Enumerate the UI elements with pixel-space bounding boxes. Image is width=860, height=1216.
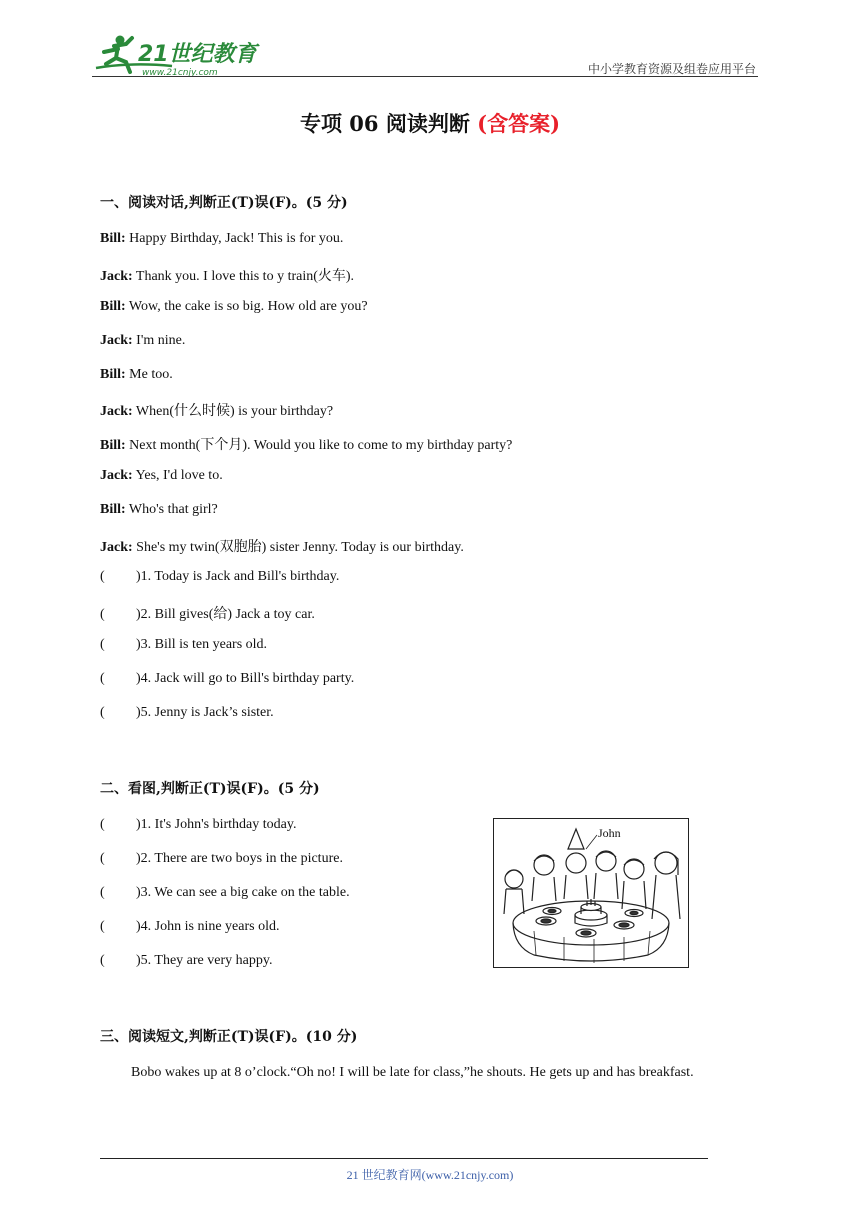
question-item: ( )3. We can see a big cake on the table. bbox=[100, 885, 350, 900]
question-item: ( )4. John is nine years old. bbox=[100, 919, 280, 934]
question-item: ( )2. Bill gives(给) Jack a toy car. bbox=[100, 607, 315, 622]
footer-divider bbox=[100, 1158, 708, 1159]
section2-heading: 二、看图,判断正(T)误(F)。(5 分) bbox=[100, 781, 320, 797]
question-item: ( )3. Bill is ten years old. bbox=[100, 637, 268, 652]
dialogue-line: Bill: Who's that girl? bbox=[100, 502, 218, 517]
dialogue-line: Bill: Next month(下个月). Would you like to come to my birthday party? bbox=[100, 438, 513, 453]
dialogue-line: Bill: Wow, the cake is so big. How old are you? bbox=[100, 299, 368, 314]
question-item: ( )5. They are very happy. bbox=[100, 953, 273, 968]
svg-text:21世纪教育: 21世纪教育 bbox=[138, 42, 257, 67]
dialogue-line: Jack: Thank you. I love this to y train(火车). bbox=[100, 269, 355, 284]
question-item: ( )5. Jenny is Jack’s sister. bbox=[100, 705, 274, 720]
dialogue-line: Bill: Me too. bbox=[100, 367, 173, 382]
page-title bbox=[0, 108, 860, 138]
dialogue-line: Bill: Happy Birthday, Jack! This is for you. bbox=[100, 231, 344, 246]
picture-label-john: John bbox=[598, 826, 621, 840]
title-answer-note: (含答案) bbox=[477, 111, 561, 136]
birthday-party-picture bbox=[493, 818, 689, 968]
header-platform-text: 中小学教育资源及组卷应用平台 bbox=[587, 62, 756, 76]
question-item: ( )2. There are two boys in the picture. bbox=[100, 851, 343, 866]
site-logo bbox=[92, 34, 262, 80]
reading-paragraph: Bobo wakes up at 8 o’clock.“Oh no! I will be late for class,”he shouts. He gets up and has breakfast. bbox=[131, 1065, 694, 1080]
section3-heading: 三、阅读短文,判断正(T)误(F)。(10 分) bbox=[100, 1029, 358, 1045]
dialogue-line: Jack: Yes, I'd love to. bbox=[100, 468, 223, 483]
question-item: ( )1. Today is Jack and Bill's birthday. bbox=[100, 569, 340, 584]
question-item: ( )1. It's John's birthday today. bbox=[100, 817, 297, 832]
question-item: ( )4. Jack will go to Bill's birthday party. bbox=[100, 671, 355, 686]
dialogue-line: Jack: I'm nine. bbox=[100, 333, 186, 348]
footer-text: 21 世纪教育网(www.21cnjy.com) bbox=[346, 1168, 514, 1182]
header-divider bbox=[92, 76, 758, 77]
dialogue-line: Jack: When(什么时候) is your birthday? bbox=[100, 404, 334, 419]
dialogue-line: Jack: She's my twin(双胞胎) sister Jenny. Today is our birthday. bbox=[100, 540, 464, 555]
title-main: 专项 06 阅读判断 bbox=[299, 111, 470, 136]
section1-heading: 一、阅读对话,判断正(T)误(F)。(5 分) bbox=[100, 195, 348, 211]
svg-text:www.21cnjy.com: www.21cnjy.com bbox=[142, 68, 218, 78]
